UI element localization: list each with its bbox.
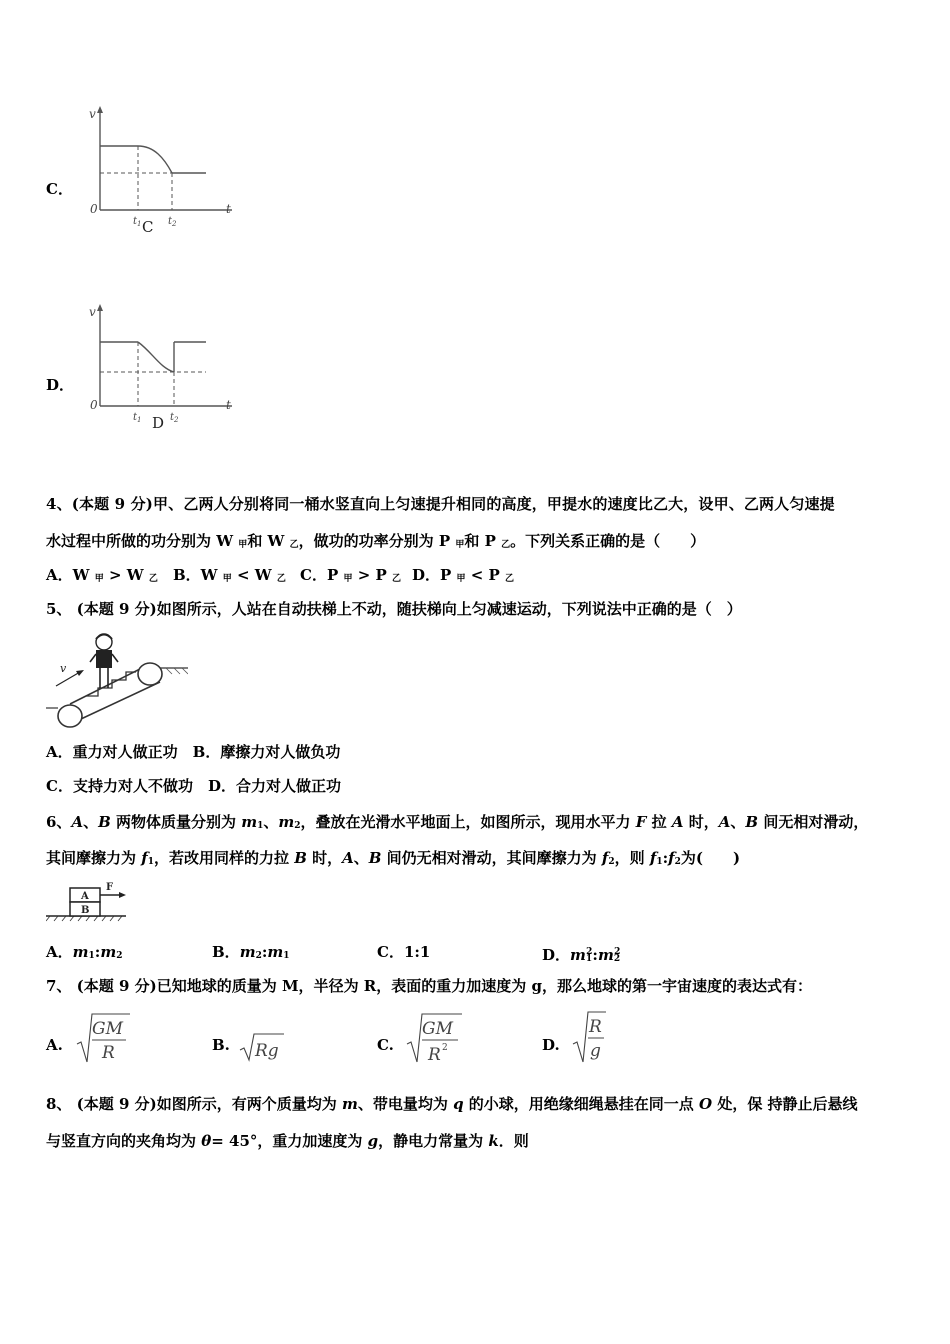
q4-stem-line1: 4、(本题 9 分)甲、乙两人分别将同一桶水竖直向上匀速提升相同的高度，甲提水的速度比乙大，设甲、乙两人匀速提 [46, 495, 835, 513]
svg-text:GM: GM [92, 1019, 123, 1039]
graph-c-t1: t [133, 216, 138, 227]
q6-option-b: B．m2:m1 [212, 943, 290, 961]
q6-option-d: D．$m1^2:m2^2$ [542, 946, 621, 964]
q6-stem-line2: 其间摩擦力为 f1，若改用同样的力拉 B 时，A、B 间仍无相对滑动，其间摩擦力为 f2，则 f1:f2为( ) [46, 849, 741, 867]
svg-text:GM: GM [422, 1019, 453, 1039]
q7-option-a-label: A. [46, 1036, 63, 1054]
q8-stem-line1: 8、 (本题 9 分)如图所示，有两个质量均为 m、带电量均为 q 的小球，用绝缘细绳悬挂在同一点 O 处，保 持静止后悬线 [46, 1095, 858, 1113]
q4-option-a: A．W 甲 > W 乙 [46, 566, 158, 584]
graph-d-origin: 0 [90, 398, 98, 412]
q7-option-a-formula [74, 1010, 134, 1068]
q7-option-c-formula [404, 1010, 466, 1068]
q7-option-d-label: D. [542, 1036, 560, 1054]
q8-stem-line2: 与竖直方向的夹角均为 θ= 45°，重力加速度为 g，静电力常量为 k．则 [46, 1132, 529, 1150]
graph-d-v-arrow [97, 304, 103, 311]
svg-text:2: 2 [442, 1043, 448, 1053]
graph-d-curve [138, 342, 174, 372]
q4-option-b: B．W 甲 < W 乙 [173, 566, 286, 584]
q4-option-c: C．P 甲 > P 乙 [300, 566, 401, 584]
graph-d-axis-t: t [226, 398, 231, 412]
graph-c-caption: C [142, 218, 154, 236]
q6-blocks-figure [46, 880, 130, 922]
graph-c [86, 100, 246, 240]
q7-option-c-label: C. [377, 1036, 394, 1054]
q6-option-c: C．1:1 [377, 943, 431, 961]
q7-option-b-formula [238, 1030, 288, 1064]
graph-d-t1: t [133, 412, 138, 423]
svg-text:R: R [589, 1017, 602, 1037]
q6-block-b-label: B [81, 905, 90, 916]
q6-stem-line1: 6、A、B 两物体质量分别为 m1、m2，叠放在光滑水平地面上，如图所示，现用水平力 F 拉 A 时，A、B 间无相对滑动， [46, 813, 869, 831]
q7-option-d-formula [570, 1008, 610, 1068]
q4-option-d: D．P 甲 < P 乙 [412, 566, 515, 584]
option-d-label: D． [46, 376, 75, 394]
svg-text:t2 [170, 412, 179, 424]
q7-stem: 7、 (本题 9 分)已知地球的质量为 M，半径为 R，表面的重力加速度为 g，那么地球的第一宇宙速度的表达式有： [46, 977, 812, 995]
q6-option-a: A．m1:m2 [46, 943, 123, 961]
graph-d-t2-sub: 2 [174, 416, 179, 424]
q5-velocity-label: v [60, 662, 67, 675]
svg-text:R: R [428, 1045, 441, 1065]
graph-c-t2-sub: 2 [172, 220, 177, 228]
q6-block-a-label: A [81, 891, 89, 902]
q5-options-line2: C．支持力对人不做功 D．合力对人做正功 [46, 777, 341, 795]
graph-d-t1-sub: 1 [137, 416, 142, 424]
graph-d [86, 298, 246, 438]
q6-force-label: F [106, 882, 114, 893]
graph-c-t1-sub: 1 [137, 220, 142, 228]
graph-d-t2: t [170, 412, 175, 423]
graph-c-axis-t: t [226, 202, 231, 216]
graph-c-axis-v: v [89, 107, 96, 121]
q5-bottom-roller [58, 705, 82, 727]
q7-option-b-label: B. [212, 1036, 230, 1054]
q5-top-roller [138, 663, 162, 685]
graph-c-curve [138, 146, 172, 173]
graph-d-axis-v: v [89, 305, 96, 319]
graph-d-caption: D [152, 414, 165, 432]
option-c-label: C． [46, 180, 73, 198]
graph-c-t2: t [168, 216, 173, 227]
q5-stem: 5、 (本题 9 分)如图所示，人站在自动扶梯上不动，随扶梯向上匀减速运动，下列说法中正确的是（ ） [46, 600, 742, 618]
q5-person-body [96, 650, 112, 668]
svg-text:t2 [168, 216, 177, 228]
q5-options-line1: A．重力对人做正功 B．摩擦力对人做负功 [46, 743, 341, 761]
svg-text:R: R [102, 1043, 115, 1063]
graph-c-v-arrow [97, 106, 103, 113]
svg-text:t1 [133, 412, 142, 424]
q4-stem-line2: 水过程中所做的功分别为 W 甲和 W 乙，做功的功率分别为 P 甲和 P 乙。下列关系正确的是（ ） [46, 532, 706, 550]
svg-text:t1 [133, 216, 142, 228]
q5-escalator-figure [46, 626, 188, 734]
svg-text:g: g [590, 1041, 601, 1061]
graph-c-origin: 0 [90, 202, 98, 216]
svg-text:Rg: Rg [255, 1041, 279, 1061]
